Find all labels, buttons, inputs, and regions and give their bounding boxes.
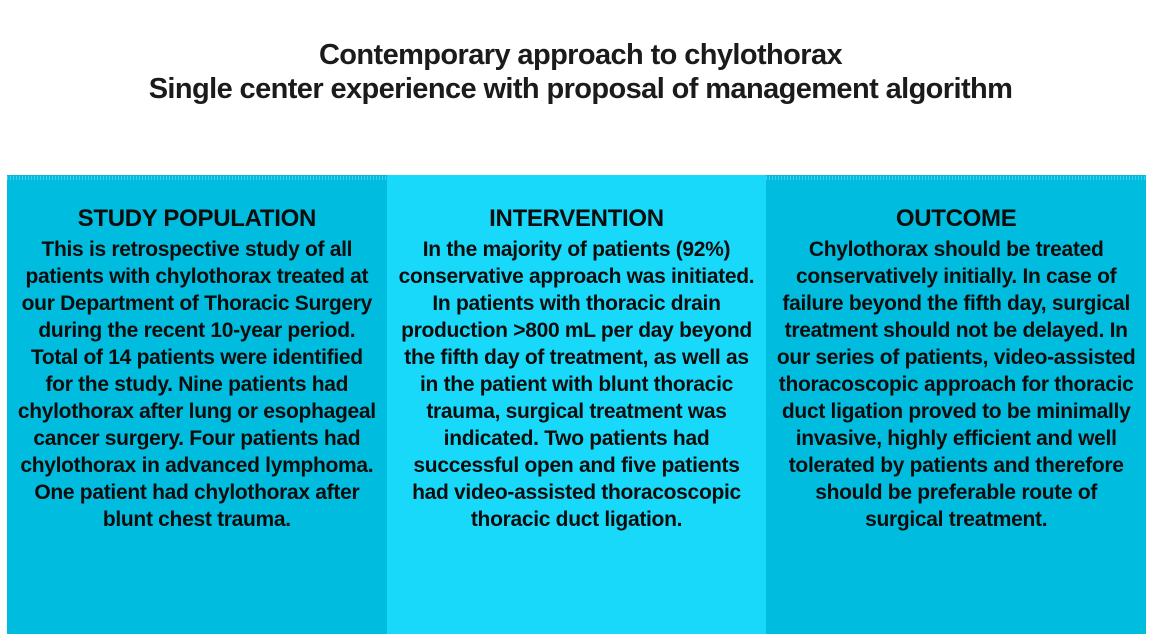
panel-intervention-heading: INTERVENTION <box>489 205 664 232</box>
panel-outcome-body: Chylothorax should be treated conservatively initially. In case of failure beyond the fifth day, surgical treatment should not be delayed. In our series of patients, video-assisted thoracoscopic approach for thoracic duct ligation proved to be minimally invasive, highly efficient and well tolerated by patients and therefore should be preferable route of surgical treatment. <box>776 238 1136 531</box>
slide-title <box>0 38 1161 106</box>
slide-title-line1: Contemporary approach to chylothorax <box>318 39 843 71</box>
panel-intervention <box>387 175 767 634</box>
slide-title-line2: Single center experience with proposal of management algorithm <box>148 73 1013 105</box>
panel-study-population-heading: STUDY POPULATION <box>77 205 316 232</box>
panel-intervention-body: In the majority of patients (92%) conservative approach was initiated. In patients with thoracic drain production >800 mL per day beyond the fifth day of treatment, as well as in the patient with blunt thoracic trauma, surgical treatment was indicated. Two patients had successful open and five patients had video-assisted thoracoscopic thoracic duct ligation. <box>398 238 755 531</box>
panel-study-population <box>7 175 387 634</box>
summary-panels <box>7 175 1146 634</box>
panel-outcome-heading: OUTCOME <box>895 205 1017 232</box>
panel-outcome <box>766 175 1146 634</box>
panel-study-population-body: This is retrospective study of all patients with chylothorax treated at our Department of Thoracic Surgery during the recent 10-year period. Total of 14 patients were identified for the study. Nine patients had chylothorax after lung or esophageal cancer surgery. Four patients had chylothorax in advanced lymphoma. One patient had chylothorax after blunt chest trauma. <box>17 238 376 531</box>
